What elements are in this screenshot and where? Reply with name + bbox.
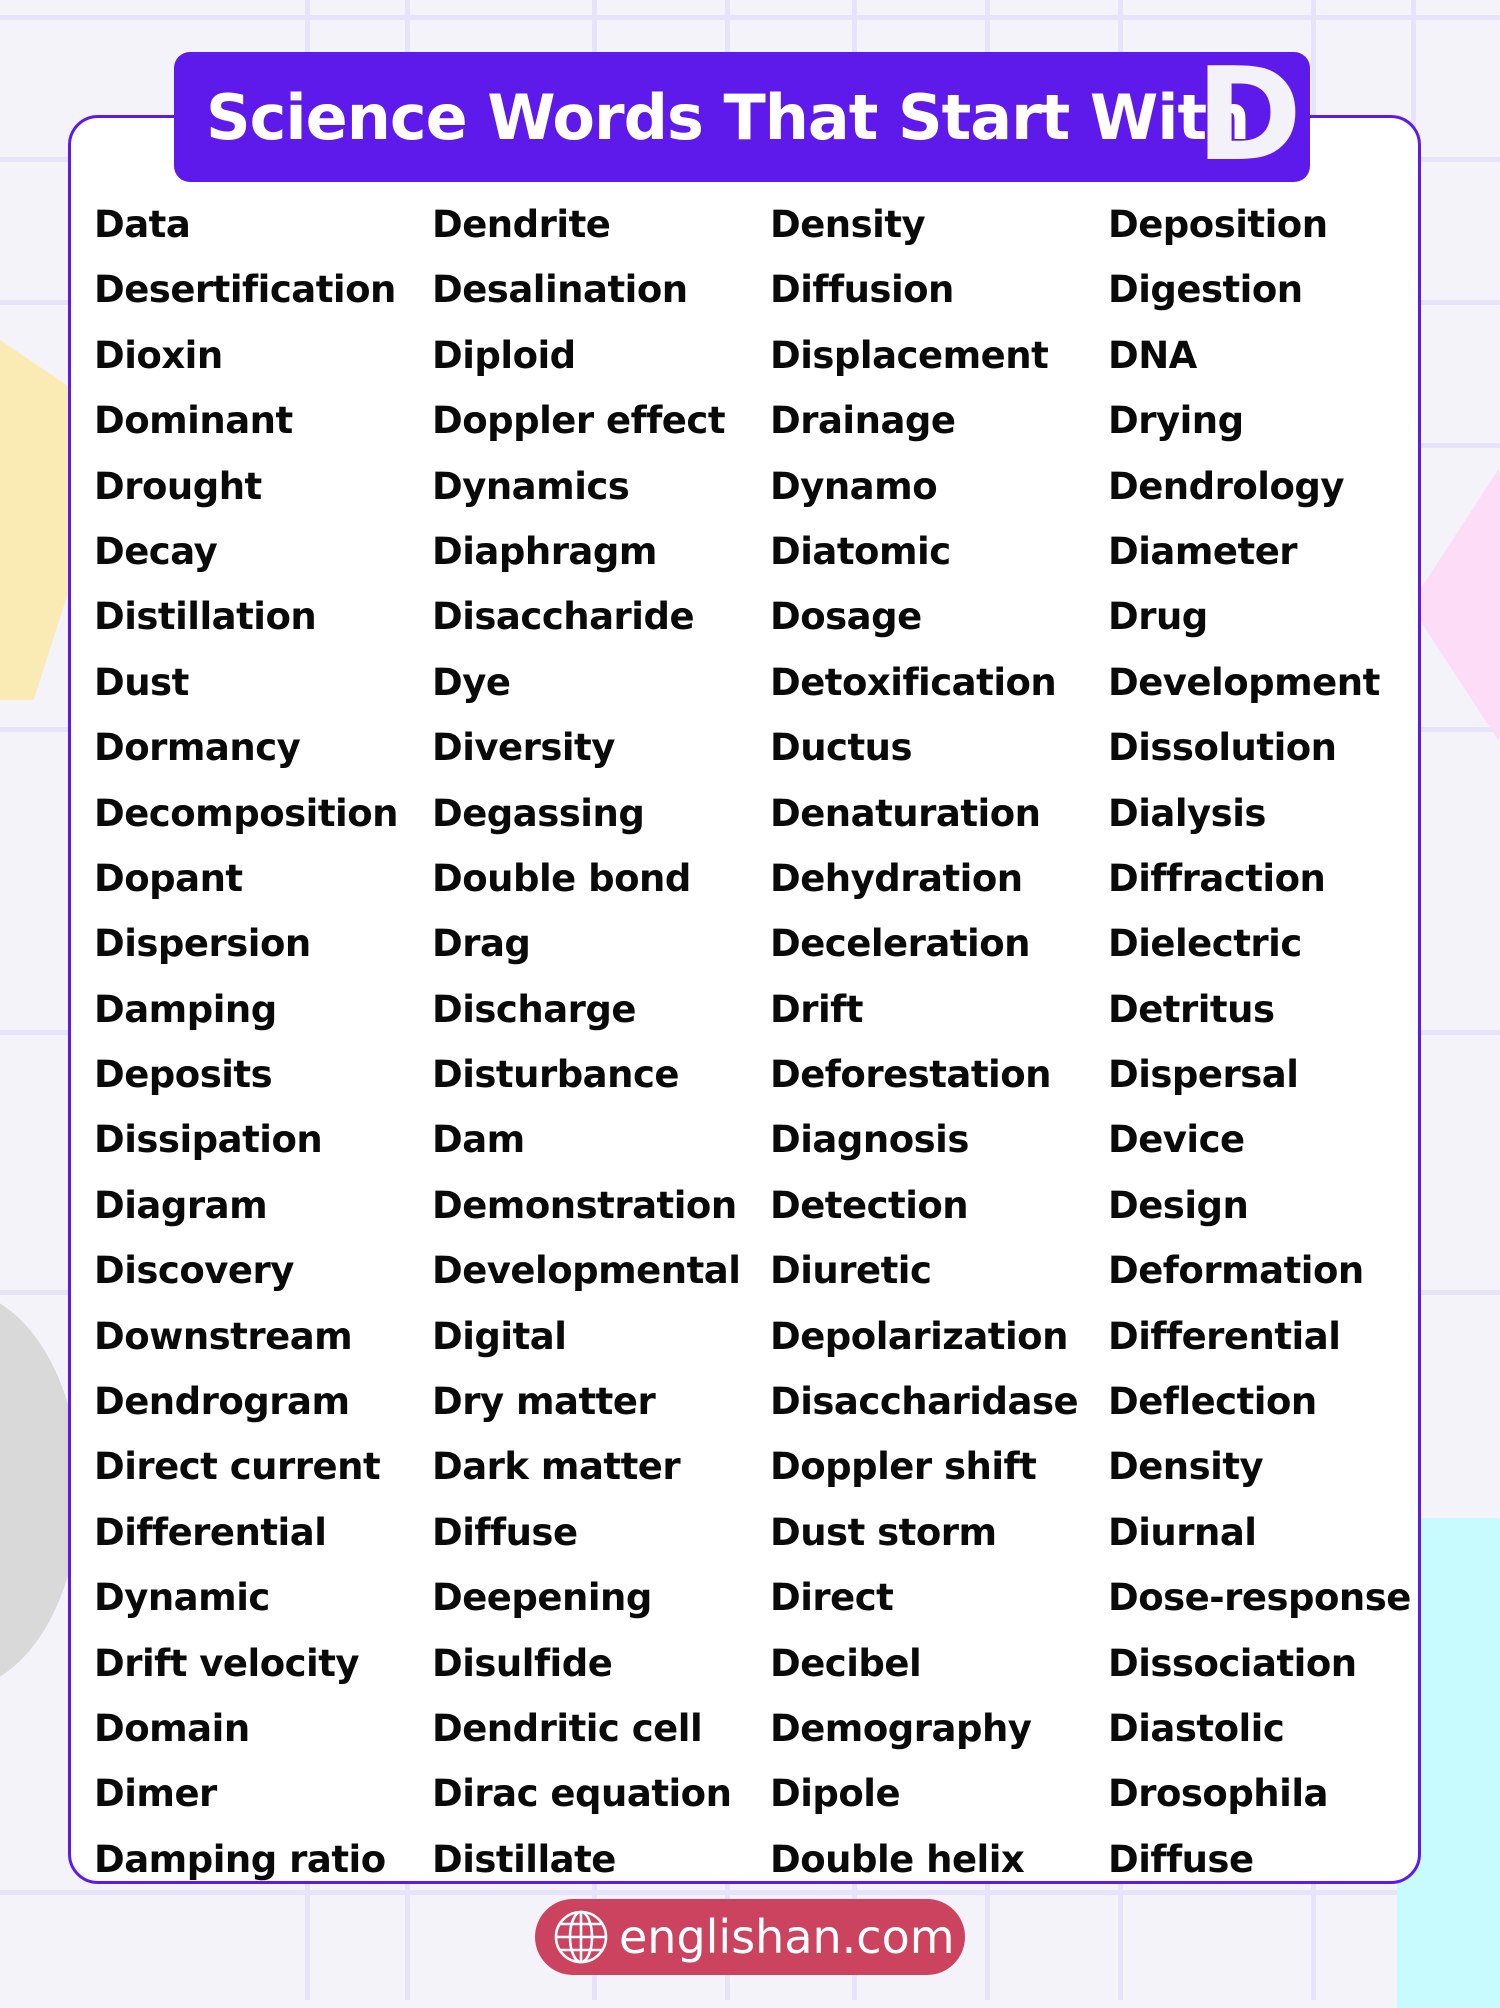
science-word: Development (1108, 660, 1380, 704)
science-word: Direct (770, 1576, 894, 1620)
science-word: Dipole (770, 1772, 901, 1816)
science-word: Demography (770, 1706, 1032, 1750)
science-word: Developmental (432, 1249, 741, 1293)
science-word: Dominant (94, 399, 293, 443)
science-word: Dry matter (432, 1380, 656, 1424)
science-word: Dispersion (94, 922, 311, 966)
science-word: Dosage (770, 595, 922, 639)
science-word: Discovery (94, 1249, 294, 1293)
science-word: Diurnal (1108, 1510, 1257, 1554)
science-word: Diaphragm (432, 529, 657, 573)
science-word: Drag (432, 922, 531, 966)
science-word: Deposits (94, 1053, 273, 1097)
science-word: Diastolic (1108, 1706, 1285, 1750)
science-word: Drift (770, 987, 863, 1031)
science-word: Drainage (770, 399, 956, 443)
science-word: Demonstration (432, 1183, 737, 1227)
science-word: Double helix (770, 1837, 1025, 1881)
science-word: Desalination (432, 268, 688, 312)
science-word: Dielectric (1108, 922, 1302, 966)
science-word: Distillation (94, 595, 317, 639)
science-word: Dialysis (1108, 791, 1266, 835)
science-word: Differential (94, 1510, 327, 1554)
science-word: Dust (94, 660, 189, 704)
science-word: Deceleration (770, 922, 1030, 966)
science-word: Dioxin (94, 333, 223, 377)
science-word: DNA (1108, 333, 1197, 377)
science-word: Detection (770, 1183, 969, 1227)
science-word: Desertification (94, 268, 396, 312)
science-word: Degassing (432, 791, 645, 835)
science-word: Dendrology (1108, 464, 1345, 508)
science-word: Drug (1108, 595, 1208, 639)
science-word: Displacement (770, 333, 1049, 377)
science-word: Diploid (432, 333, 576, 377)
science-word: Depolarization (770, 1314, 1068, 1358)
science-word: Data (94, 203, 191, 246)
science-word: Design (1108, 1183, 1249, 1227)
science-word: Double bond (432, 856, 691, 900)
science-word: Differential (1108, 1314, 1341, 1358)
science-word: Diffuse (432, 1510, 578, 1554)
science-word: Deforestation (770, 1053, 1051, 1097)
science-word: Damping ratio (94, 1837, 386, 1881)
science-word: Dam (432, 1118, 525, 1162)
title-banner (174, 41, 1310, 190)
science-word: Dynamics (432, 464, 630, 508)
science-word: Diagnosis (770, 1118, 969, 1162)
science-word: Diffusion (770, 268, 954, 312)
science-word: Disulfide (432, 1641, 613, 1685)
science-word: Drift velocity (94, 1641, 360, 1685)
science-word: Diversity (432, 726, 615, 770)
science-word: Dissociation (1108, 1641, 1357, 1685)
science-word: Dehydration (770, 856, 1023, 900)
science-word: Domain (94, 1706, 250, 1750)
science-word: Dimer (94, 1772, 217, 1816)
science-word: Drying (1108, 399, 1244, 443)
science-word: Disturbance (432, 1053, 680, 1097)
website-url: englishan.com (619, 1910, 955, 1964)
science-word: Dendritic cell (432, 1706, 703, 1750)
science-word: Discharge (432, 987, 636, 1031)
science-word: Digital (432, 1314, 567, 1358)
science-word: Diatomic (770, 529, 951, 573)
science-word: Decomposition (94, 791, 398, 835)
science-word: Dispersal (1108, 1053, 1299, 1097)
science-word: Deepening (432, 1576, 652, 1620)
science-word: Density (770, 203, 926, 246)
science-word: Detritus (1108, 987, 1275, 1031)
science-word: Detoxification (770, 660, 1057, 704)
science-word: Dendrite (432, 203, 611, 246)
science-word: Diffraction (1108, 856, 1326, 900)
science-word: Dormancy (94, 726, 301, 770)
science-word: Dissolution (1108, 726, 1337, 770)
science-word: Disaccharidase (770, 1380, 1079, 1424)
science-word: Disaccharide (432, 595, 695, 639)
science-word: Decay (94, 529, 218, 573)
science-word: Dye (432, 660, 511, 704)
title-letter: D (1195, 41, 1302, 190)
science-word: Dissipation (94, 1118, 323, 1162)
science-word: Digestion (1108, 268, 1303, 312)
science-word: Dendrogram (94, 1380, 350, 1424)
website-badge[interactable] (535, 1899, 965, 1975)
science-word: Direct current (94, 1445, 381, 1489)
science-word: Drought (94, 464, 262, 508)
science-word: Dynamo (770, 464, 938, 508)
word-grid (94, 192, 1424, 1892)
science-word: Diffuse (1108, 1837, 1254, 1881)
grid-line (0, 15, 1500, 20)
science-word: Doppler shift (770, 1445, 1037, 1489)
science-word: Doppler effect (432, 399, 726, 443)
science-word: Ductus (770, 726, 913, 770)
science-word: Density (1108, 1445, 1264, 1489)
science-word: Dose-response (1108, 1576, 1411, 1620)
science-word: Downstream (94, 1314, 353, 1358)
science-word: Dark matter (432, 1445, 681, 1489)
science-word: Diuretic (770, 1249, 932, 1293)
science-word: Deposition (1108, 203, 1328, 246)
science-word: Device (1108, 1118, 1245, 1162)
science-word: Deflection (1108, 1380, 1317, 1424)
science-word: Damping (94, 987, 277, 1031)
science-word: Decibel (770, 1641, 922, 1685)
science-word: Dynamic (94, 1576, 270, 1620)
science-word: Diagram (94, 1183, 268, 1227)
science-word: Deformation (1108, 1249, 1364, 1293)
science-word: Distillate (432, 1837, 616, 1881)
science-word: Drosophila (1108, 1772, 1328, 1816)
page-title: Science Words That Start With (206, 80, 1250, 154)
science-word: Diameter (1108, 529, 1298, 573)
science-word: Dust storm (770, 1510, 997, 1554)
science-word: Denaturation (770, 791, 1041, 835)
science-word: Dopant (94, 856, 243, 900)
science-word: Dirac equation (432, 1772, 732, 1816)
globe-icon (553, 1909, 609, 1965)
